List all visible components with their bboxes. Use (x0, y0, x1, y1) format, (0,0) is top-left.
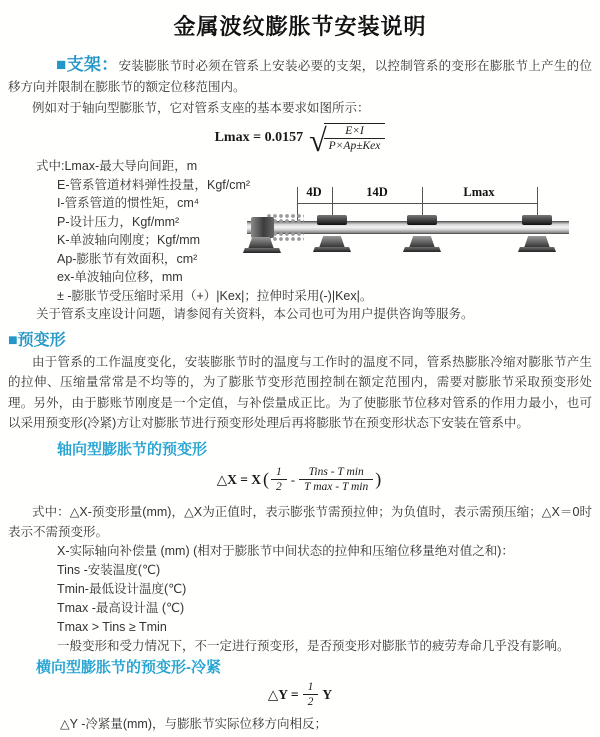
definition-item: I-管系管道的惯性矩，cm⁴ (57, 196, 200, 210)
half-denominator: 2 (276, 481, 282, 493)
half-numerator: 1 (303, 680, 319, 695)
support-example-line: 例如对于轴向型膨胀节，它对管系支座的基本要求如图所示： (32, 101, 370, 115)
delta-y-note-line: △Y -冷紧量(mm)，与膨胀节实际位移方向相反； (60, 716, 328, 731)
guide-pedestal (524, 236, 550, 248)
definition-item: P-设计压力，Kgf/mm² (57, 214, 180, 229)
definition-item: 关于管系支座设计问题，请参阅有关资料，本公司也可为用户提供咨询等服务。 (36, 307, 474, 321)
guide-base (313, 247, 351, 252)
support-intro-text: 安装膨胀节时必须在管系上安装必要的支架，以控制管系的变形在膨胀节上产生的位移方向并限制在膨胀节的额定位移范围内。 (8, 59, 592, 94)
fraction-one-half (303, 680, 319, 709)
definition-item: 式中:Lmax-最大导向间距，m (36, 159, 198, 173)
support-definitions-and-diagram (8, 157, 592, 324)
anchor-pedestal (248, 237, 274, 249)
formula-lmax-lhs: Lmax = 0.0157 (214, 130, 304, 145)
formula-lmax-numerator: E×I (324, 124, 386, 139)
half-numerator: 1 (271, 465, 287, 480)
predeform-section-heading: ■预变形 (8, 331, 66, 349)
formula-lmax (8, 122, 592, 158)
half-denominator: 2 (307, 696, 314, 708)
guide-pedestal (319, 236, 345, 248)
axial-subheading: 轴向型膨胀节的预变形 (57, 440, 208, 458)
definition-item: Tmin-最低设计温度(℃) (57, 581, 187, 596)
definition-item: Tins -安装温度(℃) (57, 562, 161, 577)
dim-label-lmax: Lmax (463, 185, 495, 199)
sqrt-radical-glyph: √ (309, 122, 327, 158)
dim-label-4d: 4D (306, 185, 322, 199)
formula-lmax-fraction (324, 123, 386, 153)
definition-item: ± -膨胀节受压缩时采用（+）|Kex|；拉伸时采用(-)|Kex|。 (57, 288, 373, 303)
guide-pedestal (409, 236, 435, 248)
formula-dy-rhs: Y (322, 686, 333, 702)
formula-dy-lhs: △Y = (267, 686, 299, 702)
definition-item: ex-单波轴向位移，mm (57, 270, 183, 284)
anchor-base (243, 248, 281, 253)
temp-denominator: T max - T min (304, 481, 369, 493)
left-paren: ( (263, 469, 270, 489)
definition-item: Tmax > Tins ≥ Tmin (57, 619, 167, 634)
definition-item: K-单波轴向刚度；Kgf/mm (57, 233, 201, 247)
pipe-support-diagram (245, 181, 600, 277)
anchor-support-block (251, 217, 274, 238)
definition-item: 一般变形和受力情况下，不一定进行预变形，是否预变形对膨胀节的疲劳寿命几乎没有影响。 (57, 638, 570, 653)
dimension-line (297, 203, 537, 204)
formula-delta-y (8, 680, 592, 710)
temp-numerator: Tins - T min (299, 465, 373, 480)
guide-base (518, 247, 556, 252)
dim-label-14d: 14D (366, 185, 388, 199)
support-section-heading: ■支架： (56, 55, 119, 74)
delta-x-explain-paragraph: 式中：△X-预变形量(mm)，△X为正值时，表示膨张节需预拉伸；为负值时，表示需预压缩；△X＝0时表示不需预变形。 (8, 504, 592, 539)
minus-operator: - (290, 471, 296, 487)
formula-lmax-denominator: P×Ap±Kex (328, 140, 381, 152)
guide-base (403, 247, 441, 252)
page-title: 金属波纹膨胀节安装说明 (173, 14, 427, 39)
formula-delta-x (8, 462, 592, 498)
definition-item: Tmax -最高设计温 (℃) (57, 600, 185, 615)
guide-clamp (317, 215, 347, 225)
fraction-temperature (299, 465, 373, 494)
predeform-body-paragraph: 由于管系的工作温度变化，安装膨胀节时的温度与工作时的温度不同，管系热膨胀冷缩对膨胀节产生的拉伸、压缩量常常是不均等的，为了膨胀节变形范围控制在额定范围内，需要对膨胀节采取预变形处理。另外，由于膨账节刚度是一个定值，与补偿量成正比。为了使膨胀节位移对管系的作用力最小，也可以采用预变形(冷紧)方让对膨胀节进行预变形处理后再将膨胀节在预变形状态下安装在管系中。 (8, 354, 592, 430)
fraction-one-half (271, 465, 287, 494)
axial-definition-list (8, 542, 592, 656)
right-paren: ) (375, 469, 382, 489)
formula-dx-lhs: △X = X (216, 471, 262, 487)
guide-clamp (522, 215, 552, 225)
definition-item: E-管系管道材料弹性投量，Kgf/cm² (57, 177, 251, 192)
lateral-subheading: 横向型膨胀节的预变形-冷紧 (36, 658, 221, 676)
definition-item: Ap-膨胀节有效面积，cm² (57, 251, 198, 266)
definition-item: X-实际轴向补偿量 (mm) (相对于膨胀节中间状态的拉伸和压缩位移量绝对值之和)： (57, 543, 514, 558)
guide-clamp (407, 215, 437, 225)
support-intro-paragraph (8, 54, 592, 98)
